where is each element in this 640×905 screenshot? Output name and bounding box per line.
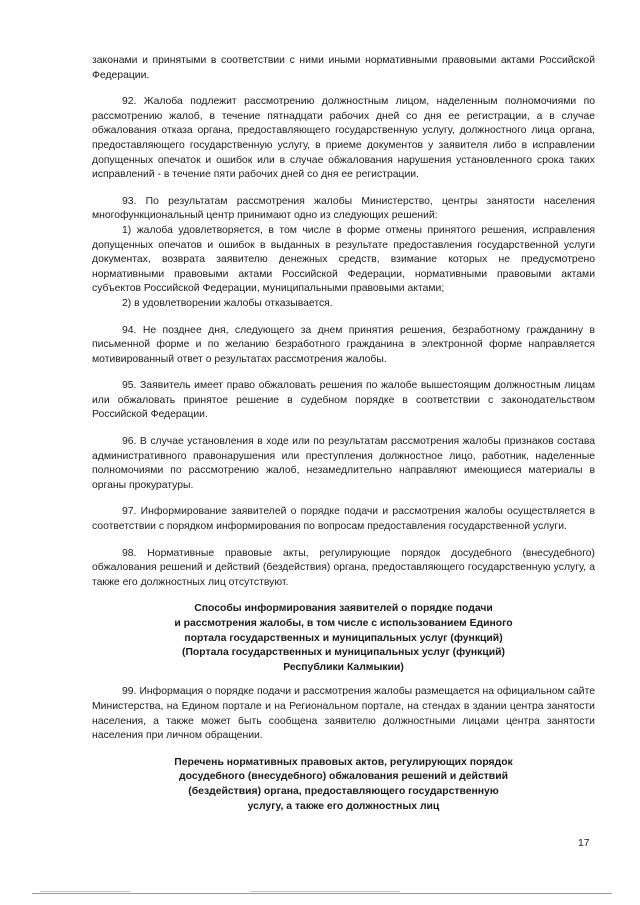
heading-line: Перечень нормативных правовых актов, регулирующих порядок	[174, 756, 513, 768]
heading-line: (бездействия) органа, предоставляющего государственную	[188, 785, 499, 797]
heading-line: досудебного (внесудебного) обжалования решений и действий	[179, 771, 508, 783]
paragraph-99: 99. Информация о порядке подачи и рассмотрения жалобы размещается на официальном сайте Министерства, на Едином портале и на Региональном портале, на стендах в здании центра занятости населения, а также может быть сообщена заявителю должностными лицами центра занятости населения при личном обращении.	[92, 686, 595, 742]
paragraph-93: 93. По результатам рассмотрения жалобы Министерство, центры занятости населения многофункциональный центр принимают одно из следующих решений:	[92, 195, 595, 222]
heading-line: Способы информирования заявителей о порядке подачи	[194, 603, 493, 615]
paragraph-96: 96. В случае установления в ходе или по результатам рассмотрения жалобы признаков состава административного правонарушения или преступления должностное лицо, работник, наделенные полномочиями по рассмотрению жалоб, незамедлительно направляют имеющиеся материалы в органы прокуратуры.	[92, 436, 595, 491]
page-number: 17	[578, 838, 590, 849]
paragraph-95: 95. Заявитель имеет право обжаловать решения по жалобе вышестоящим должностным лицам или обжаловать принятое решение в судебном порядке в соответствии с законодательством Российской Федерации.	[92, 380, 595, 421]
heading-line: и рассмотрения жалобы, в том числе с использованием Единого	[174, 618, 513, 629]
paragraph-94: 94. Не позднее дня, следующего за днем принятия решения, безработному гражданину в письменной форме и по желанию безработного гражданина в электронной форме направляется мотивированный ответ о результатах рассмотрения жалобы.	[92, 324, 595, 365]
paragraph-97: 97. Информирование заявителей о порядке подачи и рассмотрения жалобы осуществляется в соответствии с порядком информирования по вопросам предоставления государственной услуги.	[92, 506, 595, 533]
document-page	[92, 54, 595, 824]
bottom-scan-line-segment	[40, 891, 130, 892]
heading-line: портала государственных и муниципальных услуг (функций)	[184, 632, 503, 644]
bottom-scan-line	[32, 893, 612, 894]
paragraph-continuation: законами и принятыми в соответствии с ними иными нормативными правовыми актами Российской Федерации.	[92, 55, 595, 81]
paragraph-92: 92. Жалоба подлежит рассмотрению должностным лицом, наделенным полномочиями по рассмотрению жалоб, в течение пятнадцати рабочих дней со дня ее регистрации, а в случае обжалования отказа органа, предоставляющего государственную услугу, должностного лица органа, предоставляющего государственную услугу, в приеме документов у заявителя либо в исправлении допущенных опечаток и ошибок или в случае обжалования нарушения установленного срока таких исправлений - в течение пяти рабочих дней со дня ее регистрации.	[92, 96, 595, 181]
section-heading-legal-acts	[92, 756, 595, 814]
paragraph-98: 98. Нормативные правовые акты, регулирующие порядок досудебного (внесудебного) обжалования решений и действий (бездействия) органа, предоставляющего государственную услугу, а также его должностных лиц отсутствуют.	[92, 547, 595, 588]
bottom-scan-line-segment	[250, 891, 400, 892]
paragraph-93-item-1: 1) жалоба удовлетворяется, в том числе в форме отмены принятого решения, исправления допущенных опечатов и ошибок в выданных в результате предоставления государственной услуги документах, возврата заявителю денежных средств, взимание которых не предусмотрено нормативными правовыми актами Российской Федерации, нормативными правовыми актами субъектов Российской Федерации, муниципальными правовыми актами;	[92, 224, 595, 295]
heading-line: (Портала государственных и муниципальных услуг (функций)	[182, 647, 505, 659]
heading-line: Республики Калмыкии)	[283, 661, 404, 673]
heading-line: услугу, а также его должностных лиц	[247, 800, 440, 812]
section-heading-complaint-information	[92, 602, 595, 675]
paragraph-93-item-2: 2) в удовлетворении жалобы отказывается.	[122, 297, 333, 309]
